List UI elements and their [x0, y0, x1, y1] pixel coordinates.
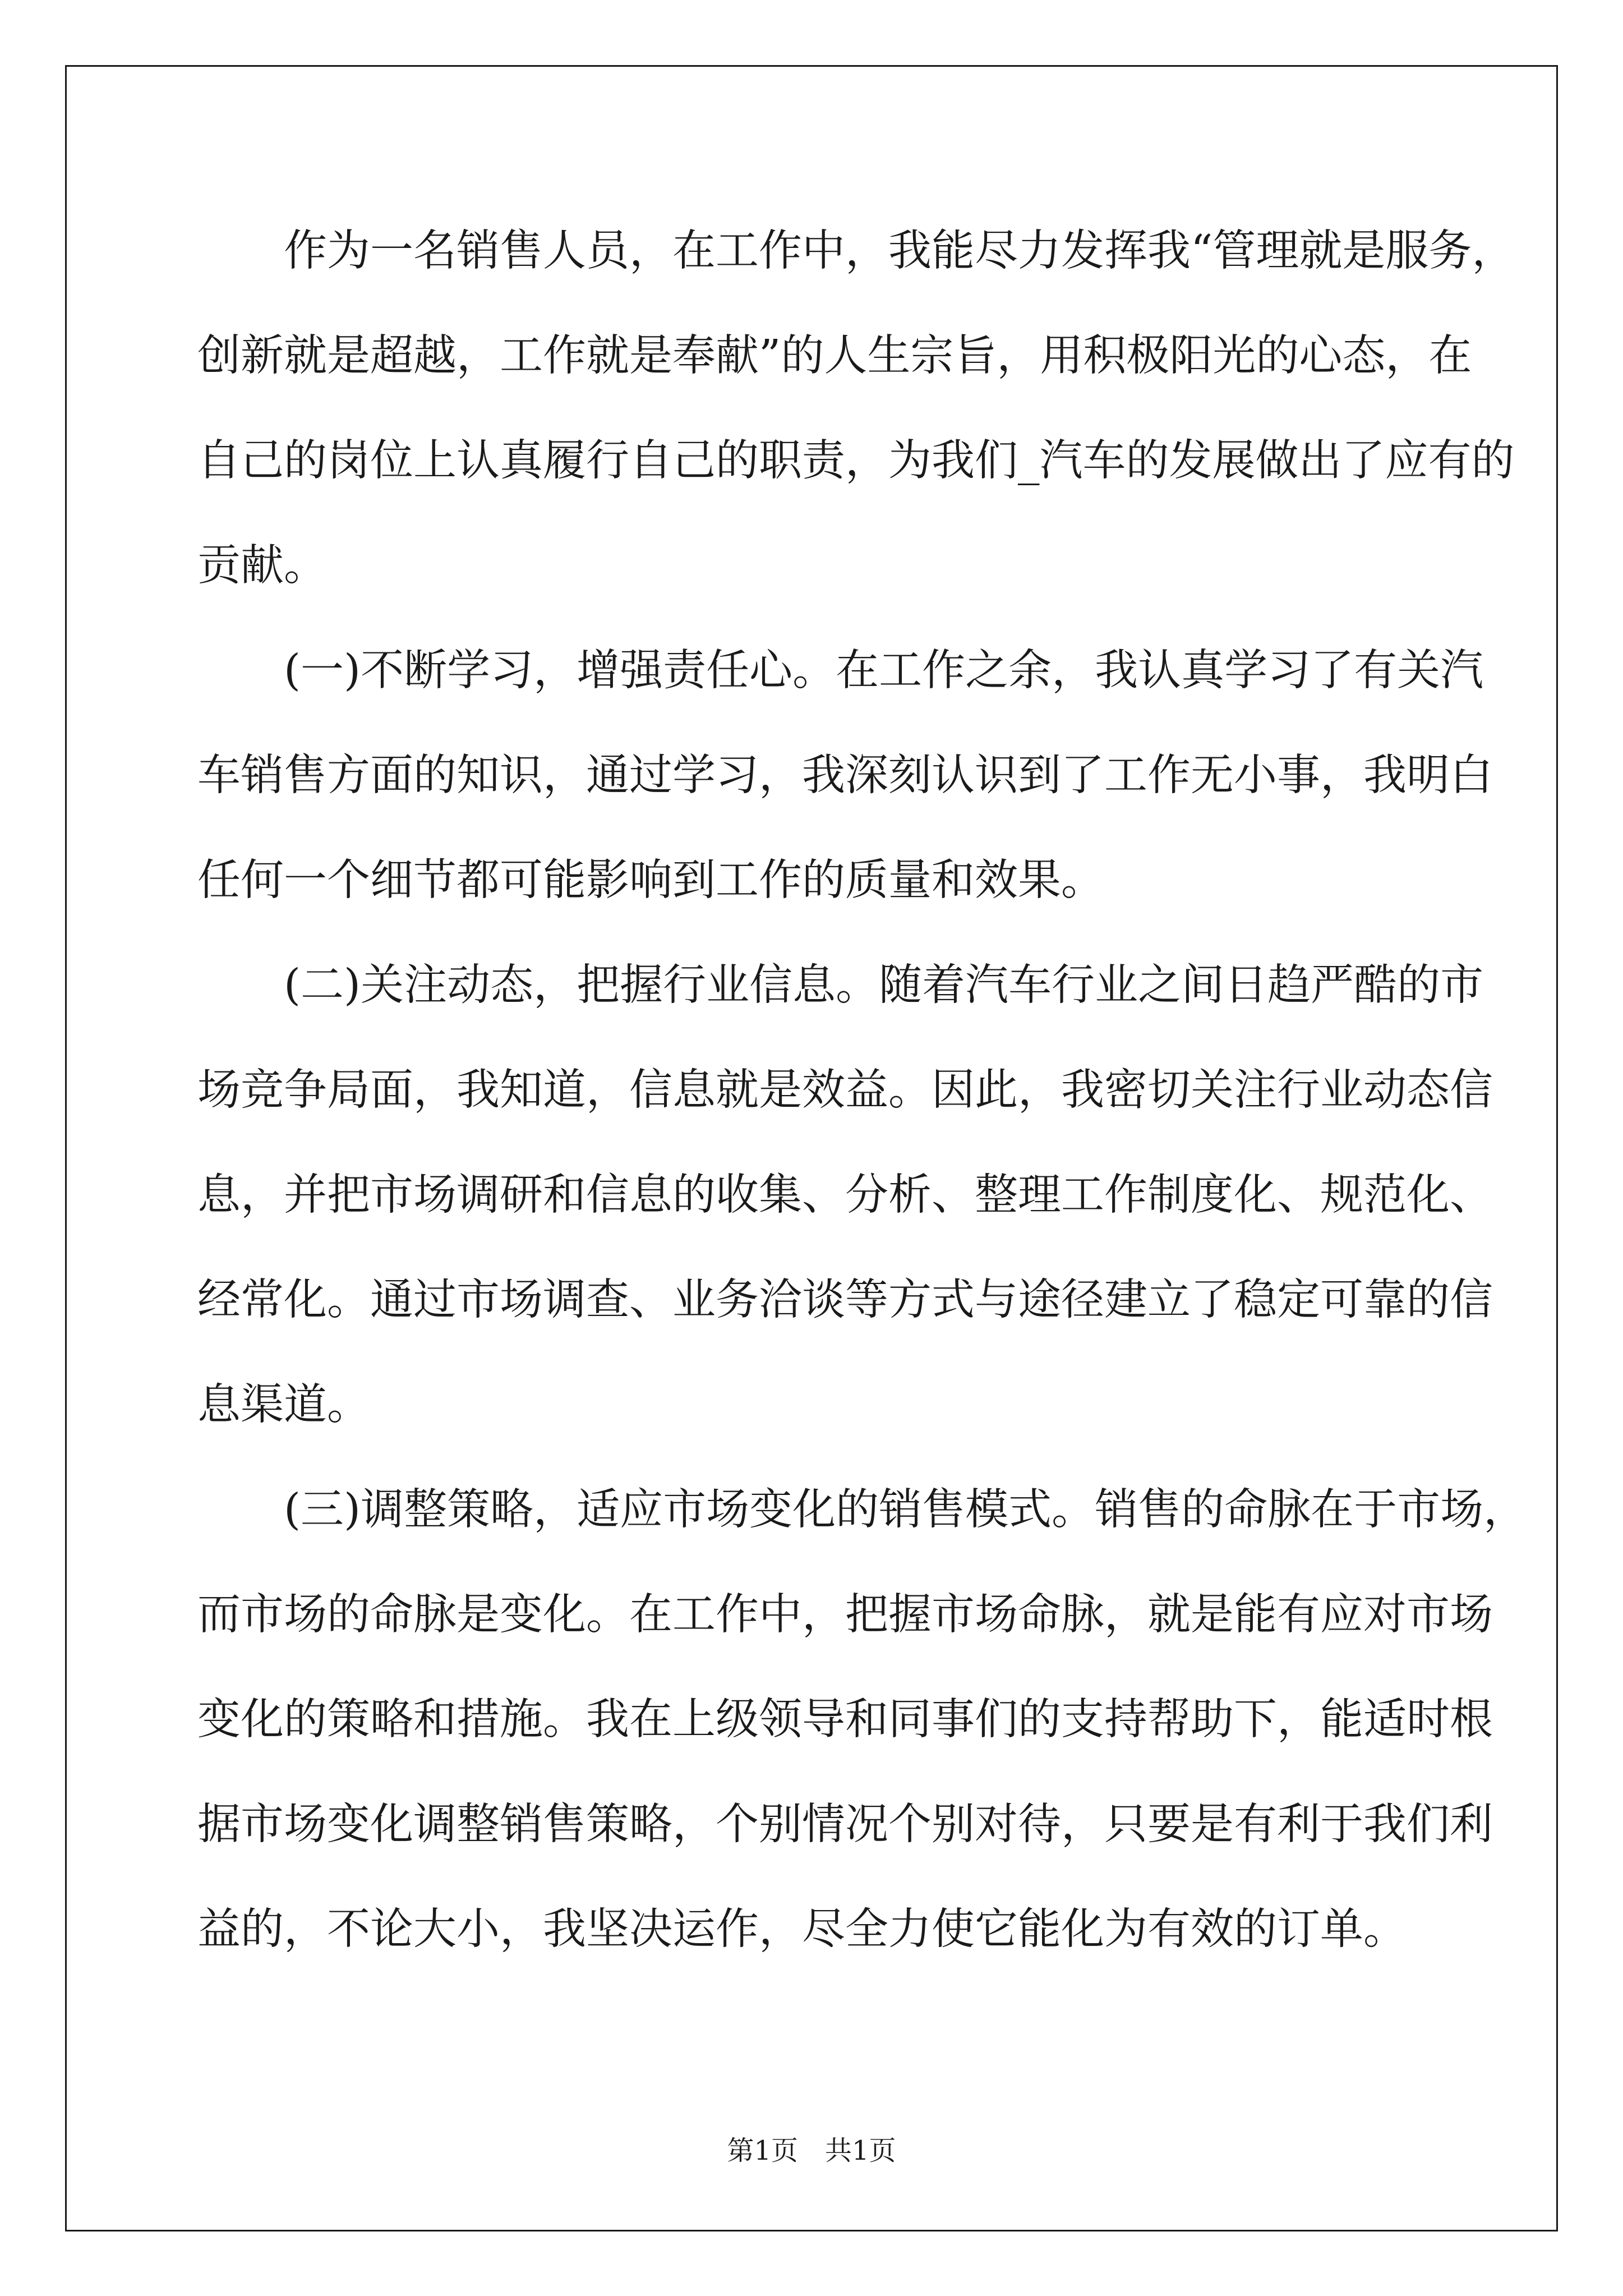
paragraph-4-line-4: 据市场变化调整销售策略，个别情况个别对待，只要是有利于我们利	[197, 1800, 1493, 1849]
paragraph-1-line-3: 自己的岗位上认真履行自己的职责，为我们_汽车的发展做出了应有的	[197, 436, 1515, 486]
paragraph-1-line-1: 作为一名销售人员，在工作中，我能尽力发挥我“管理就是服务，	[284, 226, 1515, 276]
paragraph-4-line-5: 益的，不论大小，我坚决运作，尽全力使它能化为有效的订单。	[197, 1904, 1407, 1954]
paragraph-3-line-1: (二)关注动态，把握行业信息。随着汽车行业之间日趋严酷的市	[284, 960, 1484, 1010]
paragraph-4-line-2: 而市场的命脉是变化。在工作中，把握市场命脉，就是能有应对市场	[197, 1590, 1493, 1640]
paragraph-1-line-4: 贡献。	[197, 541, 327, 591]
page-number-footer: 第1页 共1页	[727, 2135, 896, 2166]
paragraph-4-line-1: (三)调整策略，适应市场变化的销售模式。销售的命脉在于市场，	[284, 1485, 1527, 1535]
paragraph-1-line-2: 创新就是超越，工作就是奉献”的人生宗旨，用积极阳光的心态，在	[197, 331, 1472, 381]
paragraph-3-line-3: 息，并把市场调研和信息的收集、分析、整理工作制度化、规范化、	[197, 1170, 1493, 1220]
paragraph-2-line-2: 车销售方面的知识，通过学习，我深刻认识到了工作无小事，我明白	[197, 751, 1493, 800]
paragraph-3-line-2: 场竞争局面，我知道，信息就是效益。因此，我密切关注行业动态信	[197, 1065, 1493, 1115]
paragraph-2-line-3: 任何一个细节都可能影响到工作的质量和效果。	[197, 855, 1104, 905]
paragraph-4-line-3: 变化的策略和措施。我在上级领导和同事们的支持帮助下，能适时根	[197, 1695, 1493, 1745]
paragraph-3-line-4: 经常化。通过市场调查、业务洽谈等方式与途径建立了稳定可靠的信	[197, 1275, 1493, 1325]
paragraph-2-line-1: (一)不断学习，增强责任心。在工作之余，我认真学习了有关汽	[284, 646, 1484, 696]
paragraph-3-line-5: 息渠道。	[197, 1380, 370, 1430]
